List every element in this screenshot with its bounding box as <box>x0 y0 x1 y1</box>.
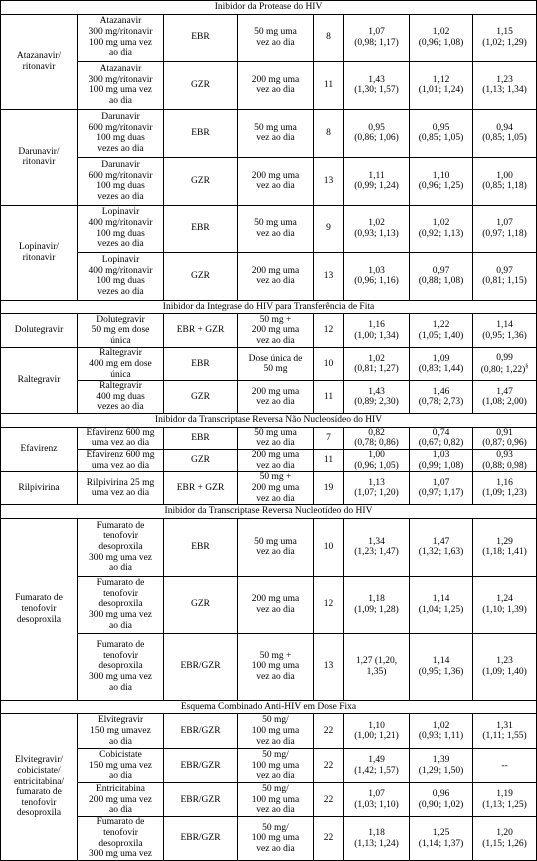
dose-cell: 50 mg/ 100 mg uma vez ao dia <box>238 714 314 749</box>
n-cell: 8 <box>314 14 344 61</box>
table-row <box>1 157 537 205</box>
auc-ratio-cell: 1,07 (0,98; 1,17) <box>344 14 410 61</box>
agent-cell: EBR <box>164 348 238 381</box>
table-row <box>1 783 537 817</box>
n-cell: 22 <box>314 783 344 817</box>
n-cell: 9 <box>314 205 344 252</box>
agent-cell: EBR/GZR <box>164 817 238 861</box>
agent-cell: GZR <box>164 381 238 414</box>
table-row <box>1 749 537 783</box>
auc-ratio-cell: 1,43 (0,89; 2,30) <box>344 381 410 414</box>
section-title: Inibidor da Transcriptase Reversa Não Nucleosídeo do HIV <box>1 414 537 428</box>
dose-cell: 200 mg uma vez ao dia <box>238 576 314 633</box>
cmax-ratio-cell: 1,47 (1,32; 1,63) <box>410 518 473 576</box>
cmax-ratio-cell: 1,03 (0,99; 1,08) <box>410 450 473 472</box>
c24-ratio-cell <box>473 381 537 414</box>
coadministered-drug-cell: Atazanavir/ ritonavir <box>1 14 78 109</box>
cmax-ratio-cell: 1,14 (1,04; 1,25) <box>410 576 473 633</box>
coadministered-drug-cell: Dolutegravir <box>1 314 78 348</box>
auc-ratio-cell: 1,18 (1,13; 1,24) <box>344 817 410 861</box>
dose-cell: 200 mg uma vez ao dia <box>238 450 314 472</box>
section-title: Inibidor da Protease do HIV <box>1 1 537 15</box>
auc-ratio-cell: 1,13 (1,07; 1,20) <box>344 472 410 505</box>
n-cell: 19 <box>314 472 344 505</box>
dose-cell: 50 mg + 200 mg uma vez ao dia <box>238 314 314 348</box>
c24-ratio-value: -- <box>501 760 508 771</box>
regimen-cell: Darunavir 600 mg/ritonavir 100 mg duas vezes ao dia <box>78 109 164 157</box>
n-cell: 11 <box>314 381 344 414</box>
c24-ratio-cell <box>473 157 537 205</box>
table-row <box>1 314 537 348</box>
c24-ratio-value: 1,47 (1,08; 2,00) <box>482 386 527 408</box>
auc-ratio-cell: 0,82 (0,78; 0,86) <box>344 427 410 449</box>
dose-cell: 50 mg uma vez ao dia <box>238 518 314 576</box>
agent-cell: EBR <box>164 109 238 157</box>
coadministered-drug-cell: Efavirenz <box>1 427 78 472</box>
cmax-ratio-cell: 0,97 (0,88; 1,08) <box>410 252 473 300</box>
agent-cell: EBR/GZR <box>164 714 238 749</box>
table-body <box>1 1 537 861</box>
cmax-ratio-cell: 1,25 (1,14; 1,37) <box>410 817 473 861</box>
cmax-ratio-cell: 1,39 (1,29; 1,50) <box>410 749 473 783</box>
section-header-row <box>1 414 537 428</box>
table-row <box>1 817 537 861</box>
n-cell: 13 <box>314 633 344 700</box>
auc-ratio-cell: 1,11 (0,99; 1,24) <box>344 157 410 205</box>
n-cell: 10 <box>314 348 344 381</box>
coadministered-drug-cell: Darunavir/ ritonavir <box>1 109 78 205</box>
table-row <box>1 714 537 749</box>
c24-ratio-cell <box>473 576 537 633</box>
auc-ratio-cell: 1,03 (0,96; 1,16) <box>344 252 410 300</box>
cmax-ratio-cell: 1,07 (0,97; 1,17) <box>410 472 473 505</box>
auc-ratio-cell: 1,16 (1,00; 1,34) <box>344 314 410 348</box>
c24-ratio-cell <box>473 427 537 449</box>
c24-ratio-value: 1,16 (1,09; 1,23) <box>482 477 527 499</box>
c24-ratio-value: 0,91 (0,87; 0,96) <box>482 427 527 449</box>
n-cell: 12 <box>314 314 344 348</box>
regimen-cell: Fumarato de tenofovir desoproxila 300 mg uma vez ao dia <box>78 576 164 633</box>
cmax-ratio-cell: 0,96 (0,90; 1,02) <box>410 783 473 817</box>
dose-cell: 50 mg uma vez ao dia <box>238 109 314 157</box>
regimen-cell: Lopinavir 400 mg/ritonavir 100 mg duas vezes ao dia <box>78 252 164 300</box>
regimen-cell: Fumarato de tenofovir desoproxila 300 mg uma vez ao dia <box>78 633 164 700</box>
cmax-ratio-cell: 1,10 (0,96; 1,25) <box>410 157 473 205</box>
c24-ratio-cell <box>473 749 537 783</box>
c24-ratio-cell <box>473 348 537 381</box>
c24-ratio-cell <box>473 714 537 749</box>
regimen-cell: Dolutegravir 50 mg em dose única <box>78 314 164 348</box>
auc-ratio-cell: 1,49 (1,42; 1,57) <box>344 749 410 783</box>
regimen-cell: Cobicistate 150 mg uma vez ao dia <box>78 749 164 783</box>
auc-ratio-cell: 1,18 (1,09; 1,28) <box>344 576 410 633</box>
agent-cell: EBR + GZR <box>164 314 238 348</box>
table-row <box>1 109 537 157</box>
c24-ratio-cell <box>473 518 537 576</box>
cmax-ratio-cell: 1,09 (0,83; 1,44) <box>410 348 473 381</box>
dose-cell: 200 mg uma vez ao dia <box>238 381 314 414</box>
cmax-ratio-cell: 0,95 (0,85; 1,05) <box>410 109 473 157</box>
regimen-cell: Efavirenz 600 mg uma vez ao dia <box>78 427 164 449</box>
table-row <box>1 518 537 576</box>
table-row <box>1 14 537 61</box>
agent-cell: EBR/GZR <box>164 633 238 700</box>
section-header-row <box>1 700 537 714</box>
regimen-cell: Lopinavir 400 mg/ritonavir 100 mg duas vezes ao dia <box>78 205 164 252</box>
table-row <box>1 61 537 109</box>
c24-ratio-value: 1,15 (1,02; 1,29) <box>482 27 527 48</box>
agent-cell: EBR <box>164 205 238 252</box>
regimen-cell: Atazanavir 300 mg/ritonavir 100 mg uma vez ao dia <box>78 61 164 109</box>
agent-cell: EBR/GZR <box>164 749 238 783</box>
c24-ratio-cell <box>473 61 537 109</box>
c24-ratio-value: 1,00 (0,85; 1,18) <box>482 170 527 192</box>
c24-ratio-cell <box>473 252 537 300</box>
regimen-cell: Efavirenz 600 mg uma vez ao dia <box>78 450 164 472</box>
c24-ratio-value: 1,23 (1,13; 1,34) <box>482 74 527 96</box>
agent-cell: EBR/GZR <box>164 783 238 817</box>
dose-cell: 50 mg/ 100 mg uma vez ao dia <box>238 749 314 783</box>
regimen-cell: Rilpivirina 25 mg uma vez ao dia <box>78 472 164 505</box>
c24-ratio-value: 1,23 (1,09; 1,40) <box>482 656 527 677</box>
c24-ratio-cell <box>473 109 537 157</box>
c24-ratio-value: 1,31 (1,11; 1,55) <box>482 720 527 742</box>
table-row <box>1 381 537 414</box>
footnote-mark: § <box>525 363 529 370</box>
c24-ratio-cell <box>473 14 537 61</box>
c24-ratio-value: 1,24 (1,10; 1,39) <box>482 594 527 615</box>
auc-ratio-cell: 1,02 (0,81; 1,27) <box>344 348 410 381</box>
coadministered-drug-cell: Elvitegravir/ cobicistate/ entricitabina/ fumarato de tenofovir desoproxila <box>1 714 78 861</box>
dose-cell: 50 mg + 200 mg uma vez ao dia <box>238 472 314 505</box>
c24-ratio-value: 1,29 (1,18; 1,41) <box>482 536 527 558</box>
cmax-ratio-cell: 1,12 (1,01; 1,24) <box>410 61 473 109</box>
n-cell: 22 <box>314 817 344 861</box>
regimen-cell: Atazanavir 300 mg/ritonavir 100 mg uma vez ao dia <box>78 14 164 61</box>
n-cell: 22 <box>314 714 344 749</box>
c24-ratio-value: 0,99 (0,80; 1,22) <box>480 352 526 375</box>
regimen-cell: Fumarato de tenofovir desoproxila 300 mg uma vez <box>78 817 164 861</box>
c24-ratio-value: 0,94 (0,85; 1,05) <box>482 122 527 144</box>
auc-ratio-cell: 1,00 (0,96; 1,05) <box>344 450 410 472</box>
agent-cell: GZR <box>164 450 238 472</box>
dose-cell: 50 mg/ 100 mg uma vez ao dia <box>238 783 314 817</box>
table-row <box>1 576 537 633</box>
regimen-cell: Raltegravir 400 mg em dose única <box>78 348 164 381</box>
dose-cell: 50 mg uma vez ao dia <box>238 427 314 449</box>
dose-cell: 50 mg/ 100 mg uma vez ao dia <box>238 817 314 861</box>
regimen-cell: Elvitegravir 150 mg umavez ao dia <box>78 714 164 749</box>
section-title: Esquema Combinado Anti-HIV em Dose Fixa <box>1 700 537 714</box>
cmax-ratio-cell: 1,22 (1,05; 1,40) <box>410 314 473 348</box>
section-header-row <box>1 1 537 15</box>
table-row <box>1 633 537 700</box>
dose-cell: 50 mg uma vez ao dia <box>238 14 314 61</box>
n-cell: 8 <box>314 109 344 157</box>
auc-ratio-cell: 1,07 (1,03; 1,10) <box>344 783 410 817</box>
cmax-ratio-cell: 0,74 (0,67; 0,82) <box>410 427 473 449</box>
c24-ratio-value: 1,07 (0,97; 1,18) <box>482 218 527 239</box>
agent-cell: GZR <box>164 61 238 109</box>
agent-cell: GZR <box>164 252 238 300</box>
table-row <box>1 252 537 300</box>
n-cell: 22 <box>314 749 344 783</box>
c24-ratio-value: 1,19 (1,13; 1,25) <box>482 789 527 810</box>
cmax-ratio-cell: 1,14 (0,95; 1,36) <box>410 633 473 700</box>
coadministered-drug-cell: Rilpivirina <box>1 472 78 505</box>
agent-cell: EBR <box>164 427 238 449</box>
section-header-row <box>1 300 537 314</box>
c24-ratio-value: 0,93 (0,88; 0,98) <box>482 450 527 471</box>
n-cell: 10 <box>314 518 344 576</box>
n-cell: 11 <box>314 61 344 109</box>
regimen-cell: Entricitabina 200 mg uma vez ao dia <box>78 783 164 817</box>
c24-ratio-cell <box>473 472 537 505</box>
dose-cell: 200 mg uma vez ao dia <box>238 252 314 300</box>
auc-ratio-cell: 1,43 (1,30; 1,57) <box>344 61 410 109</box>
auc-ratio-cell: 0,95 (0,86; 1,06) <box>344 109 410 157</box>
n-cell: 13 <box>314 252 344 300</box>
coadministered-drug-cell: Fumarato de tenofovir desoproxila <box>1 518 78 700</box>
section-title: Inibidor da Transcriptase Reversa Nucleotídeo do HIV <box>1 505 537 519</box>
c24-ratio-value: 0,97 (0,81; 1,15) <box>482 265 527 287</box>
c24-ratio-cell <box>473 783 537 817</box>
c24-ratio-value: 1,20 (1,15; 1,26) <box>482 828 527 849</box>
auc-ratio-cell: 1,02 (0,93; 1,13) <box>344 205 410 252</box>
c24-ratio-cell <box>473 450 537 472</box>
agent-cell: GZR <box>164 157 238 205</box>
table-row <box>1 472 537 505</box>
n-cell: 7 <box>314 427 344 449</box>
auc-ratio-cell: 1,10 (1,00; 1,21) <box>344 714 410 749</box>
cmax-ratio-cell: 1,02 (0,96; 1,08) <box>410 14 473 61</box>
regimen-cell: Fumarato de tenofovir desoproxila 300 mg uma vez ao dia <box>78 518 164 576</box>
regimen-cell: Darunavir 600 mg/ritonavir 100 mg duas vezes ao dia <box>78 157 164 205</box>
c24-ratio-cell <box>473 633 537 700</box>
n-cell: 12 <box>314 576 344 633</box>
regimen-cell: Raltegravir 400 mg duas vezes ao dia <box>78 381 164 414</box>
cmax-ratio-cell: 1,02 (0,92; 1,13) <box>410 205 473 252</box>
table-row <box>1 205 537 252</box>
dose-cell: 200 mg uma vez ao dia <box>238 61 314 109</box>
n-cell: 13 <box>314 157 344 205</box>
table-row <box>1 427 537 449</box>
agent-cell: EBR + GZR <box>164 472 238 505</box>
cmax-ratio-cell: 1,02 (0,93; 1,11) <box>410 714 473 749</box>
auc-ratio-cell: 1,27 (1,20, 1,35) <box>344 633 410 700</box>
coadministered-drug-cell: Lopinavir/ ritonavir <box>1 205 78 300</box>
dose-cell: 200 mg uma vez ao dia <box>238 157 314 205</box>
n-cell: 11 <box>314 450 344 472</box>
agent-cell: EBR <box>164 518 238 576</box>
dose-cell: 50 mg + 100 mg uma vez ao dia <box>238 633 314 700</box>
dose-cell: 50 mg uma vez ao dia <box>238 205 314 252</box>
dose-cell: Dose única de 50 mg <box>238 348 314 381</box>
table-row <box>1 348 537 381</box>
c24-ratio-cell <box>473 205 537 252</box>
c24-ratio-value: 1,14 (0,95; 1,36) <box>482 320 527 341</box>
agent-cell: GZR <box>164 576 238 633</box>
c24-ratio-cell <box>473 817 537 861</box>
section-title: Inibidor da Integrase do HIV para Transferência de Fita <box>1 300 537 314</box>
auc-ratio-cell: 1,34 (1,23; 1,47) <box>344 518 410 576</box>
agent-cell: EBR <box>164 14 238 61</box>
coadministered-drug-cell: Raltegravir <box>1 348 78 414</box>
section-header-row <box>1 505 537 519</box>
c24-ratio-cell <box>473 314 537 348</box>
cmax-ratio-cell: 1,46 (0,78; 2,73) <box>410 381 473 414</box>
table-row <box>1 450 537 472</box>
